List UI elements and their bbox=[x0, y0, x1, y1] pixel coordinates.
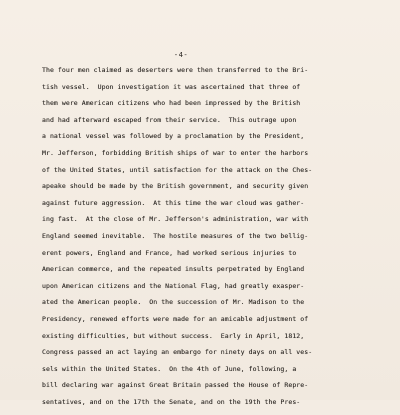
text-line: against future aggression. At this time the war cloud was gather- bbox=[42, 198, 305, 207]
text-line: England seemed inevitable. The hostile measures of the two bellig- bbox=[42, 231, 309, 240]
text-line: apeake should be made by the British government, and security given bbox=[42, 182, 309, 191]
text-line: American commerce, and the repeated insults perpetrated by England bbox=[42, 265, 305, 274]
text-line: sentatives, and on the 17th the Senate, and on the 19th the Pres- bbox=[42, 397, 301, 406]
text-line: The four men claimed as deserters were then transferred to the Bri- bbox=[42, 66, 309, 74]
text-line: sels within the United States. On the 4th of June, following, a bbox=[42, 364, 297, 373]
page-number: -4- bbox=[173, 50, 189, 59]
text-line: existing difficulties, but without success. Early in April, 1812, bbox=[42, 331, 305, 340]
text-line: tish vessel. Upon investigation it was ascertained that three of bbox=[42, 82, 301, 91]
text-line: erent powers, England and France, had worked serious injuries to bbox=[42, 248, 297, 257]
text-line: bill declaring war against Great Britain passed the House of Repre- bbox=[42, 381, 309, 390]
text-line: them were American citizens who had been impressed by the British bbox=[42, 99, 301, 108]
text-line: Mr. Jefferson, forbidding British ships of war to enter the harbors bbox=[42, 148, 309, 157]
body-text bbox=[42, 67, 382, 415]
text-line: ing fast. At the close of Mr. Jefferson's administration, war with bbox=[42, 215, 309, 224]
text-line: Presidency, renewed efforts were made for an amicable adjustment of bbox=[42, 314, 309, 323]
text-line: upon American citizens and the National Flag, had greatly exasper- bbox=[42, 281, 305, 290]
text-line: of the United States, until satisfaction for the attack on the Ches- bbox=[42, 165, 313, 174]
text-line: a national vessel was followed by a proclamation by the President, bbox=[42, 132, 305, 141]
text-line: Congress passed an act laying an embargo for ninety days on all ves- bbox=[42, 348, 313, 357]
text-line: and had afterward escaped from their service. This outrage upon bbox=[42, 115, 297, 124]
text-line: ated the American people. On the succession of Mr. Madison to the bbox=[42, 298, 305, 307]
